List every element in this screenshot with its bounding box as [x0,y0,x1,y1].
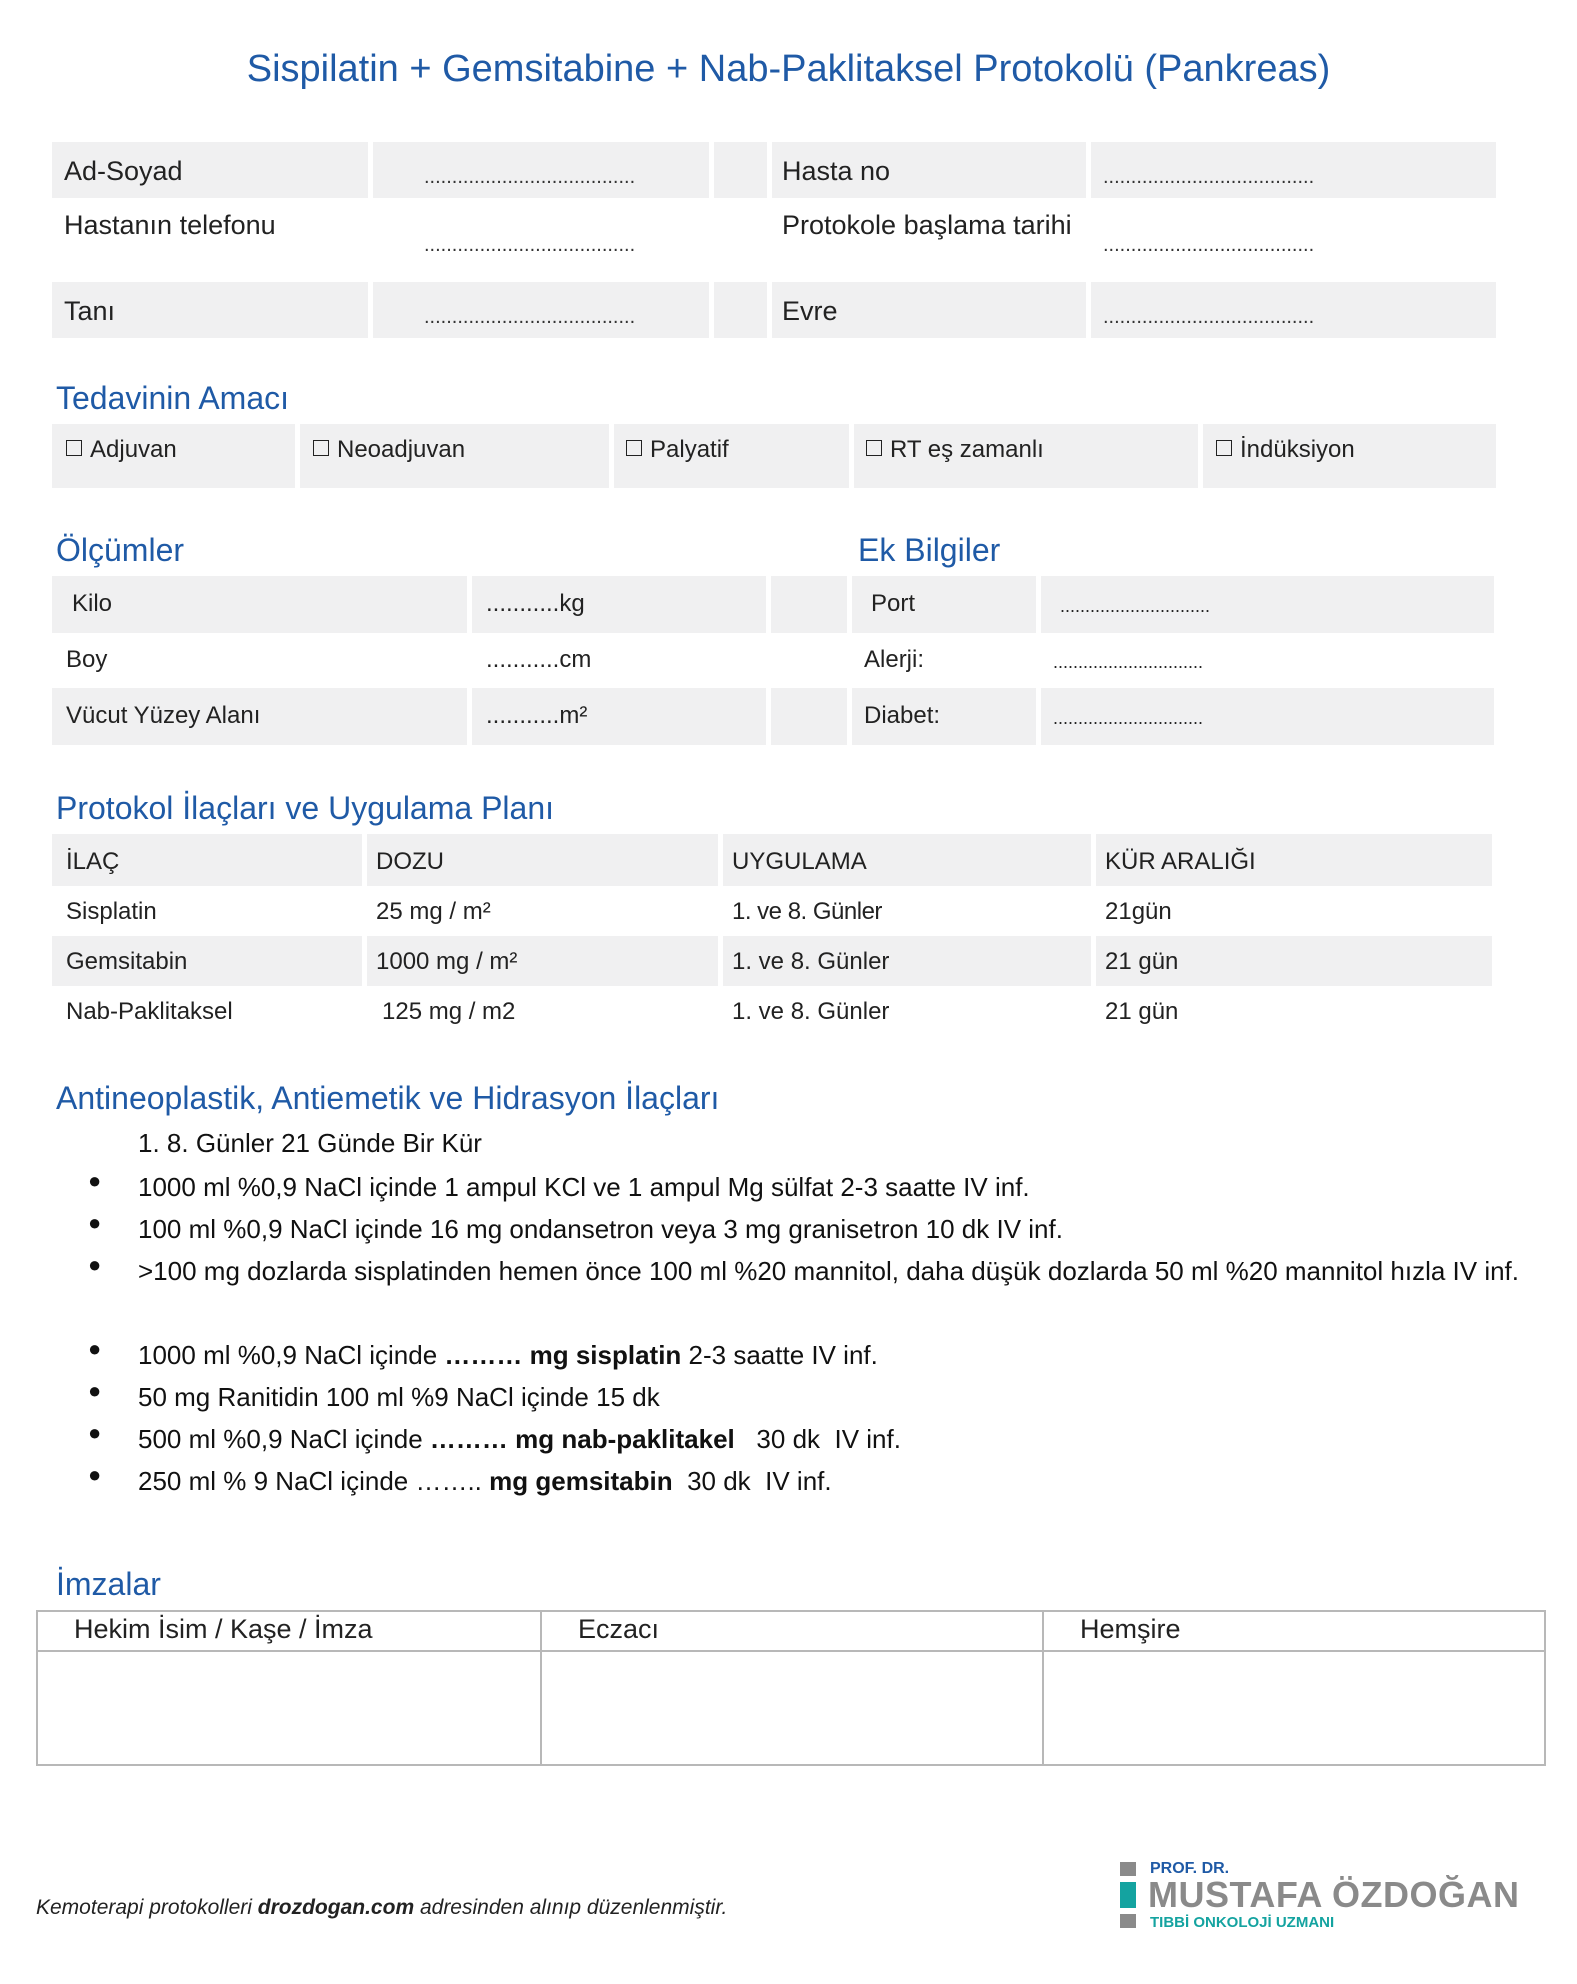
table-cell: 21 gün [1105,948,1179,975]
checkbox-icon [866,440,882,456]
name-field[interactable]: ...................................... [424,166,636,188]
logo-mark-middle [1120,1882,1136,1908]
checkbox-icon [1216,440,1232,456]
phone-field[interactable]: ...................................... [424,234,636,256]
bullet-icon: ● [88,1210,102,1235]
medications-heading: Antineoplastik, Antiemetik ve Hidrasyon İlaçları [56,1080,720,1116]
nurse-header: Hemşire [1080,1614,1181,1644]
bullet-icon: ● [88,1420,102,1445]
goal-checkbox-induksiyon[interactable]: İndüksiyon [1216,436,1355,464]
pharmacist-signature-box[interactable] [542,1612,1044,1764]
logo-subtitle: TIBBİ ONKOLOJİ UZMANI [1150,1914,1335,1931]
drug-plan-heading: Protokol İlaçları ve Uygulama Planı [56,790,554,826]
table-cell: Nab-Paklitaksel [66,998,233,1025]
table-cell: Gemsitabin [66,948,188,975]
diabetes-field[interactable]: .............................. [1053,708,1204,728]
measurements-heading: Ölçümler [56,532,185,568]
nab-paclitaxel-dose-field[interactable]: ……… mg nab-paklitakel [429,1424,735,1454]
physician-header: Hekim İsim / Kaşe / İmza [74,1614,373,1644]
diagnosis-field[interactable]: ...................................... [424,306,636,328]
checkbox-icon [626,440,642,456]
goal-checkbox-rt[interactable]: RT eş zamanlı [866,436,1044,464]
page-title: Sispilatin + Gemsitabine + Nab-Paklitaksel Protokolü (Pankreas) [246,48,1331,90]
table-cell: Sisplatin [66,898,157,925]
table-cell: 125 mg / m2 [382,998,516,1025]
schedule-subheading: 1. 8. Günler 21 Günde Bir Kür [138,1128,482,1158]
hospital-no-label: Hasta no [782,156,891,186]
footer-site-link[interactable]: drozdogan.com [257,1896,415,1919]
meas-cell [52,576,467,633]
table-cell: 21 gün [1105,998,1179,1025]
table-cell: 1. ve 8. Günler [732,948,890,975]
bullet-icon: ● [88,1378,102,1403]
logo-mark-bottom [1120,1914,1136,1928]
table-cell: 1000 mg / m² [376,948,518,975]
goal-checkbox-neoadjuvan[interactable]: Neoadjuvan [313,436,465,464]
spacer-cell [714,282,767,338]
allergy-field[interactable]: .............................. [1053,652,1204,672]
diabetes-label: Diabet: [864,702,941,729]
goal-heading: Tedavinin Amacı [56,380,290,416]
hospital-no-field[interactable]: ...................................... [1103,166,1315,188]
allergy-label: Alerji: [864,646,925,673]
table-cell: 1. ve 8. Günler [732,898,882,925]
col-header-admin: UYGULAMA [732,848,867,875]
start-date-label: Protokole başlama tarihi [782,210,1072,240]
nurse-signature-box[interactable] [1044,1612,1544,1764]
spacer-cell [714,142,767,198]
weight-field[interactable]: ...........kg [486,590,585,617]
col-header-interval: KÜR ARALIĞI [1105,848,1256,875]
logo-mark-top [1120,1862,1136,1876]
stage-field[interactable]: ...................................... [1103,306,1315,328]
phone-label: Hastanın telefonu [64,210,276,240]
pharmacist-header: Eczacı [578,1614,660,1644]
col-header-drug: İLAÇ [66,848,120,875]
bullet-icon: ● [88,1336,102,1361]
checkbox-icon [313,440,329,456]
goal-checkbox-adjuvan[interactable]: Adjuvan [66,436,177,464]
logo-name: MUSTAFA ÖZDOĞAN [1148,1874,1520,1915]
table-cell: 25 mg / m² [376,898,491,925]
gemcitabine-dose-field[interactable]: 250 ml % 9 NaCl içinde …….. [138,1466,490,1496]
logo-prefix: PROF. DR. [1150,1860,1230,1877]
start-date-field[interactable]: ...................................... [1103,234,1315,256]
extra-info-heading: Ek Bilgiler [858,532,1001,568]
bsa-field[interactable]: ...........m² [486,702,588,729]
goal-checkbox-palyatif[interactable]: Palyatif [626,436,729,464]
meas-cell [771,688,847,745]
signatures-heading: İmzalar [56,1566,161,1602]
physician-signature-box[interactable] [38,1612,542,1764]
bullet-icon: ● [88,1252,102,1277]
checkbox-icon [66,440,82,456]
col-header-dose: DOZU [376,848,444,875]
table-cell: 21gün [1105,898,1172,925]
weight-label: Kilo [72,590,113,617]
port-field[interactable]: .............................. [1060,596,1211,616]
height-label: Boy [66,646,108,673]
name-label: Ad-Soyad [64,156,183,186]
cisplatin-dose-field[interactable]: ……… mg sisplatin [444,1340,682,1370]
bullet-icon: ● [88,1462,102,1487]
footer-note: Kemoterapi protokolleri drozdogan.com adresinden alınıp düzenlenmiştir. [36,1896,728,1919]
table-cell: 1. ve 8. Günler [732,998,890,1025]
bsa-label: Vücut Yüzey Alanı [66,702,261,729]
port-label: Port [871,590,916,617]
signature-table [36,1610,1546,1766]
bullet-icon: ● [88,1168,102,1193]
brand-logo [1120,1862,1560,1932]
meas-cell [771,576,847,633]
height-field[interactable]: ...........cm [486,646,592,673]
diagnosis-label: Tanı [64,296,116,326]
stage-label: Evre [782,296,838,326]
